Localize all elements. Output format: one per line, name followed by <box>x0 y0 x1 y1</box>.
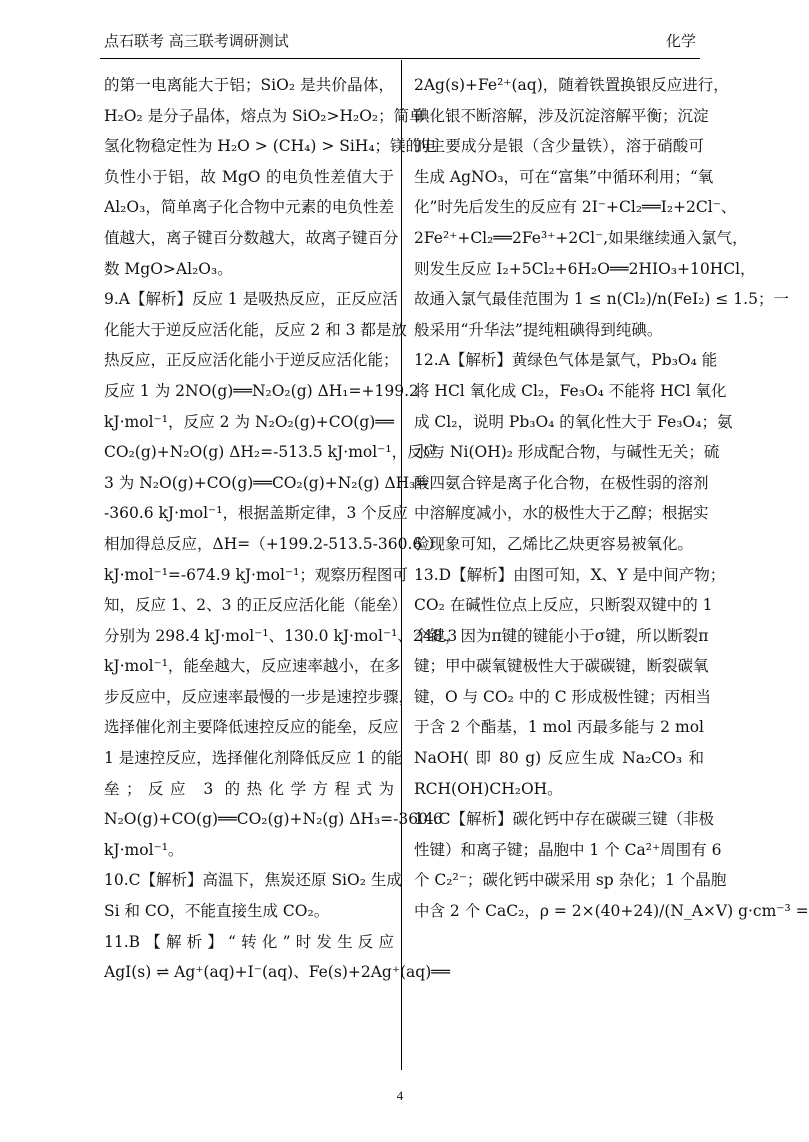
text-line: 的第一电离能大于铝；SiO₂ 是共价晶体， <box>104 76 394 94</box>
text-line: N₂O(g)+CO(g)══CO₂(g)+N₂(g) ΔH₃=-360.6 <box>104 810 443 829</box>
text-line: 键；甲中碳氧键极性大于碳碳键，断裂碳氧 <box>414 657 709 676</box>
header-title: 点石联考 高三联考调研测试 <box>104 32 289 50</box>
text-line: 分别为 298.4 kJ·mol⁻¹、130.0 kJ·mol⁻¹、248.3 <box>104 626 458 645</box>
text-line: 则发生反应 I₂+5Cl₂+6H₂O══2HIO₃+10HCl， <box>414 259 756 278</box>
text-line: kJ·mol⁻¹，能垒越大，反应速率越小，在多 <box>104 657 401 676</box>
text-line: -360.6 kJ·mol⁻¹，根据盖斯定律，3 个反应 <box>104 504 408 523</box>
text-line: 相加得总反应，ΔH=（+199.2-513.5-360.6 ） <box>104 534 443 553</box>
text-line: kJ·mol⁻¹，反应 2 为 N₂O₂(g)+CO(g)══ <box>104 412 394 431</box>
text-line: 水与 Ni(OH)₂ 形成配合物，与碱性无关；硫 <box>414 443 720 462</box>
text-line: 9.A【解析】反应 1 是吸热反应，正反应活 <box>104 290 398 309</box>
text-line: 1 是速控反应，选择催化剂降低反应 1 的能 <box>104 749 403 768</box>
text-line: CO₂ 在碱性位点上反应，只断裂双键中的 1 <box>414 596 713 615</box>
text-line: 化”时先后发生的反应有 2I⁻+Cl₂══I₂+2Cl⁻、 <box>414 198 737 217</box>
text-line: 反应 1 为 2NO(g)══N₂O₂(g) ΔH₁=+199.2 <box>104 381 419 400</box>
text-line: 知，反应 1、2、3 的正反应活化能（能垒） <box>104 596 407 615</box>
text-line: 的主要成分是银（含少量铁），溶于硝酸可 <box>414 137 704 156</box>
text-line: 中含 2 个 CaC₂，ρ = 2×(40+24)/(N_A×V) g·cm⁻³ = <box>414 902 809 921</box>
text-line: 个键，因为π键的键能小于σ键，所以断裂π <box>414 626 709 645</box>
text-line: 10.C【解析】高温下，焦炭还原 SiO₂ 生成 <box>104 871 402 890</box>
text-line: 验现象可知，乙烯比乙炔更容易被氧化。 <box>414 534 694 553</box>
header-rule <box>100 58 700 59</box>
text-line: 3 为 N₂O(g)+CO(g)══CO₂(g)+N₂(g) ΔH₃= <box>104 473 429 492</box>
text-line: 步反应中，反应速率最慢的一步是速控步骤， <box>104 687 415 706</box>
text-line: 个 C₂²⁻；碳化钙中碳采用 sp 杂化；1 个晶胞 <box>414 871 727 890</box>
page-number: 4 <box>396 1088 404 1103</box>
text-line: 性键）和离子键；晶胞中 1 个 Ca²⁺周围有 6 <box>414 840 722 859</box>
text-line: 生成 AgNO₃，可在“富集”中循环利用；“氧 <box>414 167 714 186</box>
text-line: 热反应，正反应活化能小于逆反应活化能； <box>104 351 399 370</box>
text-line: 氢化物稳定性为 H₂O > (CH₄) > SiH₄；镁的电 <box>104 137 437 156</box>
text-line: 13.D【解析】由图可知，X、Y 是中间产物； <box>414 565 726 584</box>
header-subject: 化学 <box>665 32 696 50</box>
text-line: Si 和 CO，不能直接生成 CO₂。 <box>104 902 330 921</box>
text-line: CO₂(g)+N₂O(g) ΔH₂=-513.5 kJ·mol⁻¹，反应 <box>104 443 439 462</box>
page-header <box>100 28 700 54</box>
text-line: 11.B【解析】“转化”时发生反应 <box>104 932 394 951</box>
text-line: 中溶解度减小，水的极性大于乙醇；根据实 <box>414 504 709 523</box>
text-line: 12.A【解析】黄绿色气体是氯气，Pb₃O₄ 能 <box>414 351 718 370</box>
text-line: Al₂O₃，简单离子化合物中元素的电负性差 <box>104 198 394 217</box>
text-line: 2Fe²⁺+Cl₂══2Fe³⁺+2Cl⁻,如果继续通入氯气， <box>414 228 748 247</box>
text-line: kJ·mol⁻¹=-674.9 kJ·mol⁻¹；观察历程图可 <box>104 565 408 584</box>
text-line: 值越大，离子键百分数越大，故离子键百分 <box>104 228 399 247</box>
text-line: 2Ag(s)+Fe²⁺(aq)，随着铁置换银反应进行， <box>414 76 729 94</box>
text-line: 负性小于铝，故 MgO 的电负性差值大于 <box>104 167 394 186</box>
text-line: 14.C【解析】碳化钙中存在碳碳三键（非极 <box>414 810 715 829</box>
text-line: 故通入氯气最佳范围为 1 ≤ n(Cl₂)/n(FeI₂) ≤ 1.5；一 <box>414 290 789 309</box>
text-line: NaOH( 即 80 g) 反应生成 Na₂CO₃ 和 <box>414 749 704 768</box>
text-line: 选择催化剂主要降低速控反应的能垒，反应 <box>104 718 399 737</box>
text-line: 垒；反应 3 的热化学方程式为 <box>104 779 394 798</box>
text-line: 成 Cl₂，说明 Pb₃O₄ 的氧化性大于 Fe₃O₄；氨 <box>414 412 733 431</box>
text-line: 数 MgO>Al₂O₃。 <box>104 259 233 278</box>
text-line: 化能大于逆反应活化能，反应 2 和 3 都是放 <box>104 320 407 339</box>
text-line: 碘化银不断溶解，涉及沉淀溶解平衡；沉淀 <box>414 106 709 125</box>
text-line: H₂O₂ 是分子晶体，熔点为 SiO₂>H₂O₂；简单 <box>104 106 425 125</box>
text-line: kJ·mol⁻¹。 <box>104 840 184 859</box>
left-column <box>104 70 458 988</box>
text-line: 般采用“升华法”提纯粗碘得到纯碘。 <box>414 320 663 339</box>
right-column <box>414 70 809 927</box>
column-divider <box>401 60 402 1070</box>
text-line: 于含 2 个酯基，1 mol 丙最多能与 2 mol <box>414 718 704 737</box>
text-line: AgI(s) ⇌ Ag⁺(aq)+I⁻(aq)、Fe(s)+2Ag⁺(aq)══ <box>104 963 450 982</box>
text-line: 将 HCl 氧化成 Cl₂，Fe₃O₄ 不能将 HCl 氧化 <box>414 381 727 400</box>
text-line: 酸四氨合锌是离子化合物，在极性弱的溶剂 <box>414 473 709 492</box>
text-line: 键，O 与 CO₂ 中的 C 形成极性键；丙相当 <box>414 687 711 706</box>
text-line: RCH(OH)CH₂OH。 <box>414 779 563 798</box>
